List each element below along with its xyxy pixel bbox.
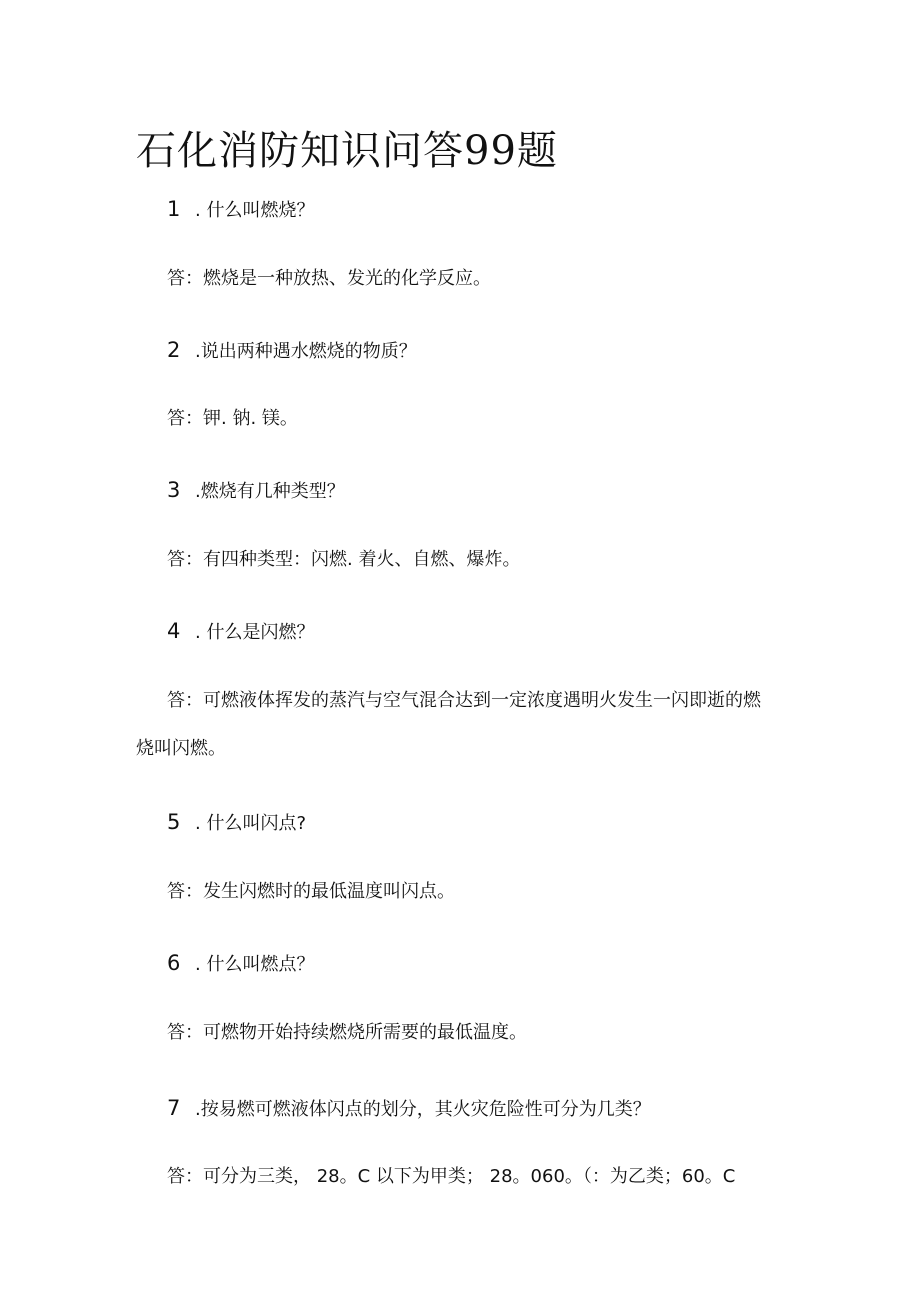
question-6 <box>167 950 314 978</box>
question-text: . 什么叫燃烧？ <box>195 200 315 221</box>
question-7 <box>167 1095 651 1123</box>
document-title: 石化消防知识问答99题 <box>136 128 558 174</box>
answer-6: 答：可燃物开始持续燃烧所需要的最低温度。 <box>167 1022 527 1043</box>
question-text: . 什么叫闪点? <box>195 813 306 834</box>
question-number: 3 <box>167 478 181 502</box>
question-number: 5 <box>167 810 181 834</box>
question-number: 7 <box>167 1096 181 1120</box>
question-text: . 什么叫燃点？ <box>195 954 315 975</box>
question-1 <box>167 196 314 224</box>
question-2 <box>167 337 417 365</box>
question-text: .燃烧有几种类型？ <box>195 481 345 502</box>
answer-4: 答：可燃液体挥发的蒸汽与空气混合达到一定浓度遇明火发生一闪即逝的燃 <box>167 690 761 711</box>
question-number: 1 <box>167 197 181 221</box>
question-text: .按易燃可燃液体闪点的划分，其火灾危险性可分为几类？ <box>195 1099 651 1120</box>
question-number: 2 <box>167 338 181 362</box>
answer-7: 答：可分为三类， 28。C 以下为甲类； 28。060。（：为乙类；60。C <box>167 1166 736 1187</box>
question-4 <box>167 618 314 646</box>
answer-3: 答：有四种类型：闪燃. 着火、自燃、爆炸。 <box>167 549 521 570</box>
question-number: 6 <box>167 951 181 975</box>
question-text: .说出两种遇水燃烧的物质？ <box>195 341 417 362</box>
question-3 <box>167 477 345 505</box>
question-text: . 什么是闪燃？ <box>195 622 315 643</box>
answer-4-continued: 烧叫闪燃。 <box>136 738 226 759</box>
answer-2: 答：钾. 钠. 镁。 <box>167 408 298 429</box>
question-5 <box>167 809 306 837</box>
answer-1: 答：燃烧是一种放热、发光的化学反应。 <box>167 268 491 289</box>
question-number: 4 <box>167 619 181 643</box>
answer-5: 答：发生闪燃时的最低温度叫闪点。 <box>167 881 455 902</box>
